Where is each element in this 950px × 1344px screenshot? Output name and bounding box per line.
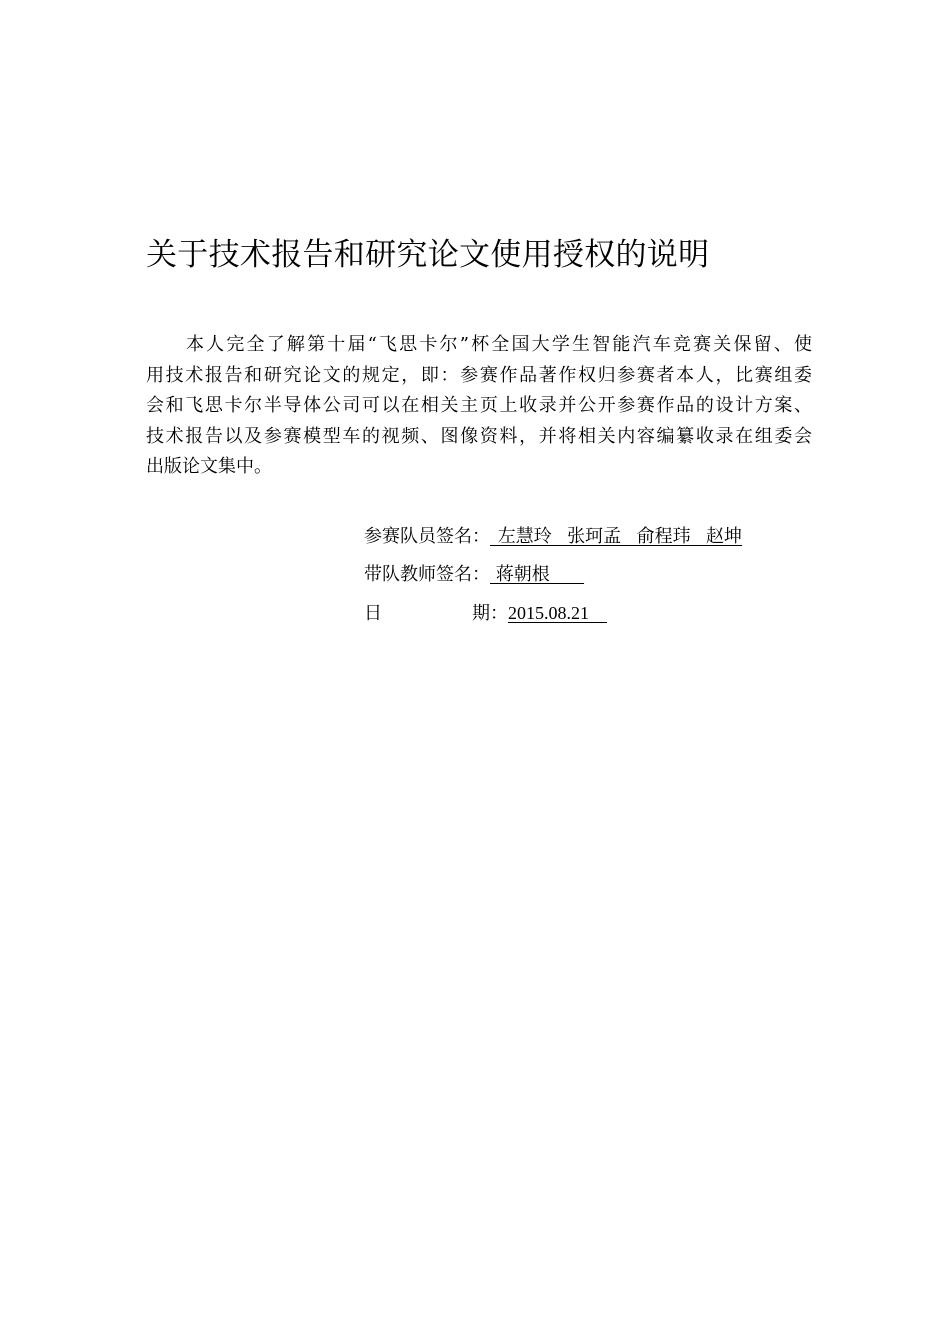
team-signature-value: 左慧玲 张珂孟 俞程玮 赵坤: [490, 526, 743, 547]
signature-block: [364, 520, 824, 634]
statement-line: 技术报告以及参赛模型车的视频、图像资料，并将相关内容编纂收录在组委会: [146, 425, 812, 447]
date-row: [364, 596, 824, 634]
teacher-signature-label: 带队教师签名：: [364, 564, 490, 585]
date-label: [364, 597, 508, 631]
document-title: 关于技术报告和研究论文使用授权的说明: [146, 237, 710, 273]
date-value: 2015.08.21: [508, 603, 607, 623]
statement-line: 本人完全了解第十届“飞思卡尔”杯全国大学生智能汽车竞赛关保留、使: [186, 334, 812, 355]
teacher-signature-value: 蒋朝根: [490, 564, 585, 585]
date-label-day: 日: [364, 603, 382, 624]
team-signature-row: [364, 520, 824, 558]
authorization-statement: [146, 330, 812, 483]
statement-line: 出版论文集中。: [146, 456, 272, 477]
teacher-signature-row: [364, 558, 824, 596]
statement-line: 会和飞思卡尔半导体公司可以在相关主页上收录并公开参赛作品的设计方案、: [146, 395, 812, 416]
team-signature-label: 参赛队员签名：: [364, 526, 490, 547]
date-label-period: 期：: [472, 603, 508, 624]
statement-line: 用技术报告和研究论文的规定，即：参赛作品著作权归参赛者本人，比赛组委: [146, 364, 812, 386]
